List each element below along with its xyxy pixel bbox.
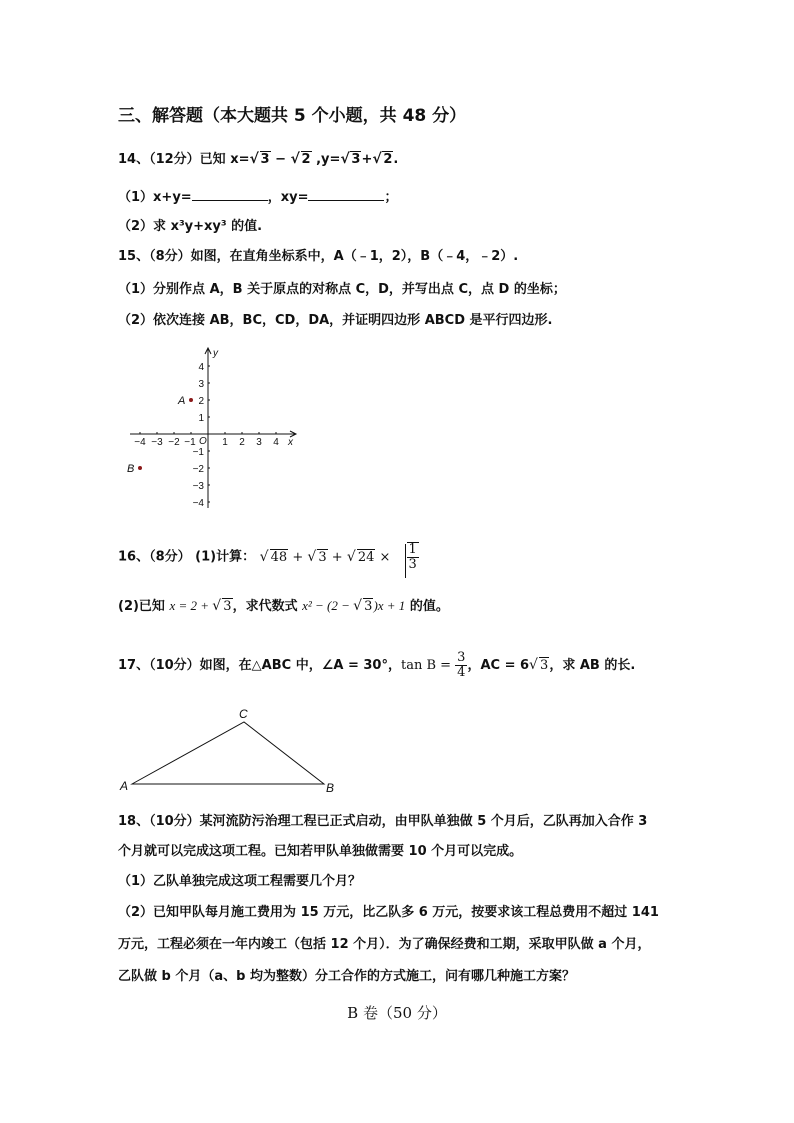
q14-part1: （1）x+y= ，xy= ； [118,190,398,205]
vertex-b-label: B [326,781,335,795]
q18-part2-line1: （2）已知甲队每月施工费用为 15 万元，比乙队多 6 万元，按要求该工程总费用不超过 141 [118,905,659,920]
q18-part1: （1）乙队单独完成这项工程需要几个月？ [118,874,362,889]
q15-part1: （1）分别作点 A，B 关于原点的对称点 C，D，并写出点 C，点 D 的坐标； [118,282,566,297]
x-tick-label: 2 [239,437,245,448]
y-tick-label: 2 [198,396,204,407]
point-b-label: B [127,463,135,475]
q15-stem: 15、（8分）如图，在直角坐标系中，A（﹣1，2），B（﹣4，﹣2）. [118,249,519,264]
y-tick-label: −3 [192,481,204,492]
point-b [138,466,142,470]
coordinate-figure [118,342,308,514]
x-tick-label: −3 [151,437,163,448]
origin-label: O [199,436,207,447]
q17-stem: 17、（10分）如图，在△ABC 中，∠A = 30°，tan B = $\frac{3}{4}$ ，AC = 6√ 3，求 AB 的长. [118,651,635,680]
section-b-title: B 卷（50 分） [347,1004,447,1022]
point-a-label: A [178,395,186,407]
y-tick-label: −2 [192,464,204,475]
x-tick-label: 4 [273,437,279,448]
section-title: 三、解答题（本大题共 5 个小题，共 48 分） [118,106,467,126]
vertex-c-label: C [239,707,248,721]
q18-part2-line3: 乙队做 b 个月（a、b 均为整数）分工合作的方式施工，问有哪几种施工方案？ [118,969,575,984]
q18-part2-line2: 万元，工程必须在一年内竣工（包括 12 个月）．为了确保经费和工期，采取甲队做 a 个月， [118,937,651,952]
answer-blank-product[interactable] [308,188,384,201]
sqrt-3: √ 3 [251,150,271,170]
vertex-a-label: A [120,779,129,793]
q14-part2: （2）求 x³y+xy³ 的值. [118,219,263,234]
x-tick-label: −2 [168,437,180,448]
y-tick-label: 1 [198,413,204,424]
y-axis-label: y [213,348,218,359]
q16-part1: 16、（8分） (1)计算： √ 48 + √ 3 + √ 24 × $\frac{1}{3}$ [118,542,419,572]
y-tick-label: 3 [198,379,204,390]
y-tick-label: 4 [198,362,204,373]
sqrt-2b: √ 2 [373,150,393,170]
sqrt-3b: √ 3 [341,150,361,170]
answer-blank-sum[interactable] [192,188,268,201]
point-a [189,398,193,402]
sqrt-fraction: $\frac{1}{3}$ [395,542,419,572]
triangle-figure [112,702,352,798]
x-tick-label: 3 [256,437,262,448]
x-tick-label: −4 [134,437,146,448]
q14-stem: 14、（12分）已知 x=√ 3 − √ 2 ,y=√ 3+√ 2. [118,150,398,170]
q15-part2: （2）依次连接 AB，BC，CD，DA，并证明四边形 ABCD 是平行四边形. [118,313,553,328]
q16-part2: (2)已知 x = 2 + √ 3，求代数式 x² − (2 − √ 3)x + 1 的值。 [118,596,449,617]
y-tick-label: −4 [192,498,204,509]
x-tick-label: −1 [184,437,196,448]
x-axis-label: x [288,437,293,448]
x-tick-label: 1 [222,437,228,448]
sqrt-2: √ 2 [292,150,312,170]
y-tick-label: −1 [192,447,204,458]
q18-line2: 个月就可以完成这项工程。已知若甲队单独做需要 10 个月可以完成。 [118,844,523,859]
q18-line1: 18、（10分）某河流防污治理工程已正式启动，由甲队单独做 5 个月后，乙队再加入合作 3 [118,814,648,829]
